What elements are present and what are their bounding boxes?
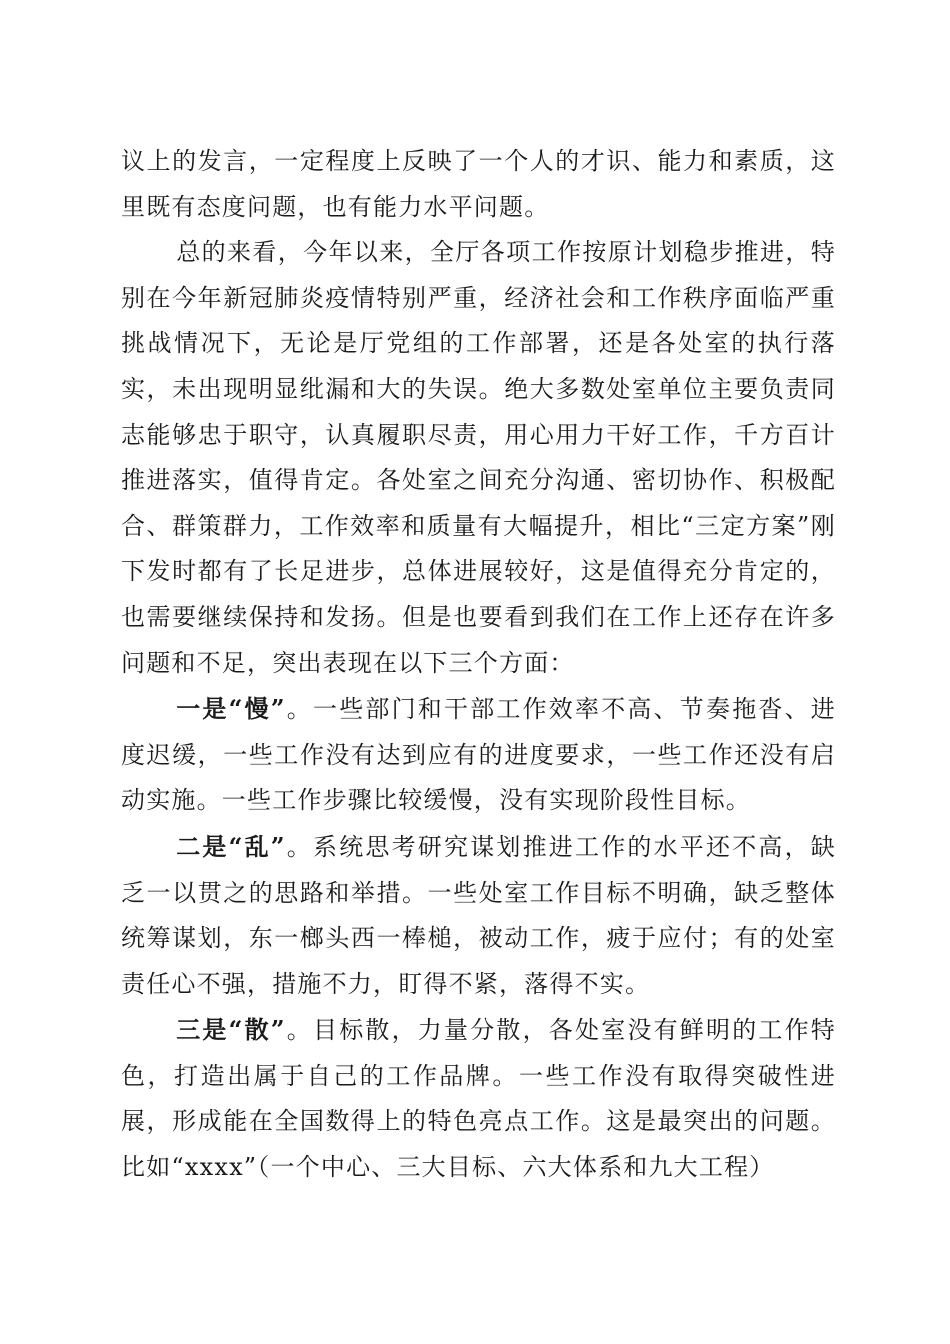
paragraph-text: 总的来看，今年以来，全厅各项工作按原计划稳步推进，特别在今年新冠肺炎疫情特别严重，经济社会和工作秩序面临严重挑战情况下，无论是厅党组的工作部署，还是各处室的执行落实，未出现明显纰漏和大的失误。绝大多数处室单位主要负责同志能够忠于职守，认真履职尽责，用心用力干好工作，千方百计推进落实，值得肯定。各处室之间充分沟通、密切协作、积极配合、群策群力，工作效率和质量有大幅提升，相比“三定方案”刚下发时都有了长足进步，总体进展较好，这是值得充分肯定的，也需要继续保持和发扬。但是也要看到我们在工作上还存在许多问题和不足，突出表现在以下三个方面：: [121, 238, 836, 677]
paragraph-issue-scattered: [121, 1007, 836, 1190]
paragraph-lead: 一是“慢”: [176, 694, 286, 724]
paragraph-text: 。系统思考研究谋划推进工作的水平还不高，缺乏一以贯之的思路和举措。一些处室工作目标不明确，缺乏整体统筹谋划，东一榔头西一棒槌，被动工作，疲于应付；有的处室责任心不强，措施不力，盯得不紧，落得不实。: [121, 832, 836, 998]
paragraph-overview: [121, 230, 836, 686]
paragraph-text: 。目标散，力量分散，各处室没有鲜明的工作特色，打造出属于自己的工作品牌。一些工作没有取得突破性进展，形成能在全国数得上的特色亮点工作。这是最突出的问题。比如“xxxx”（一个中心、三大目标、六大体系和九大工程）: [121, 1016, 836, 1182]
paragraph-issue-slow: [121, 686, 836, 824]
body-text: [121, 139, 836, 1191]
paragraph-lead: 二是“乱”: [176, 831, 286, 861]
paragraph-text: 议上的发言，一定程度上反映了一个人的才识、能力和素质，这里既有态度问题，也有能力水平问题。: [121, 147, 836, 221]
paragraph-text: 。一些部门和干部工作效率不高、节奏拖沓、进度迟缓，一些工作没有达到应有的进度要求，一些工作还没有启动实施。一些工作步骤比较缓慢，没有实现阶段性目标。: [121, 695, 836, 815]
paragraph-lead: 三是“散”: [176, 1015, 286, 1045]
paragraph-issue-chaos: [121, 824, 836, 1007]
paragraph-continuation: [121, 139, 836, 230]
